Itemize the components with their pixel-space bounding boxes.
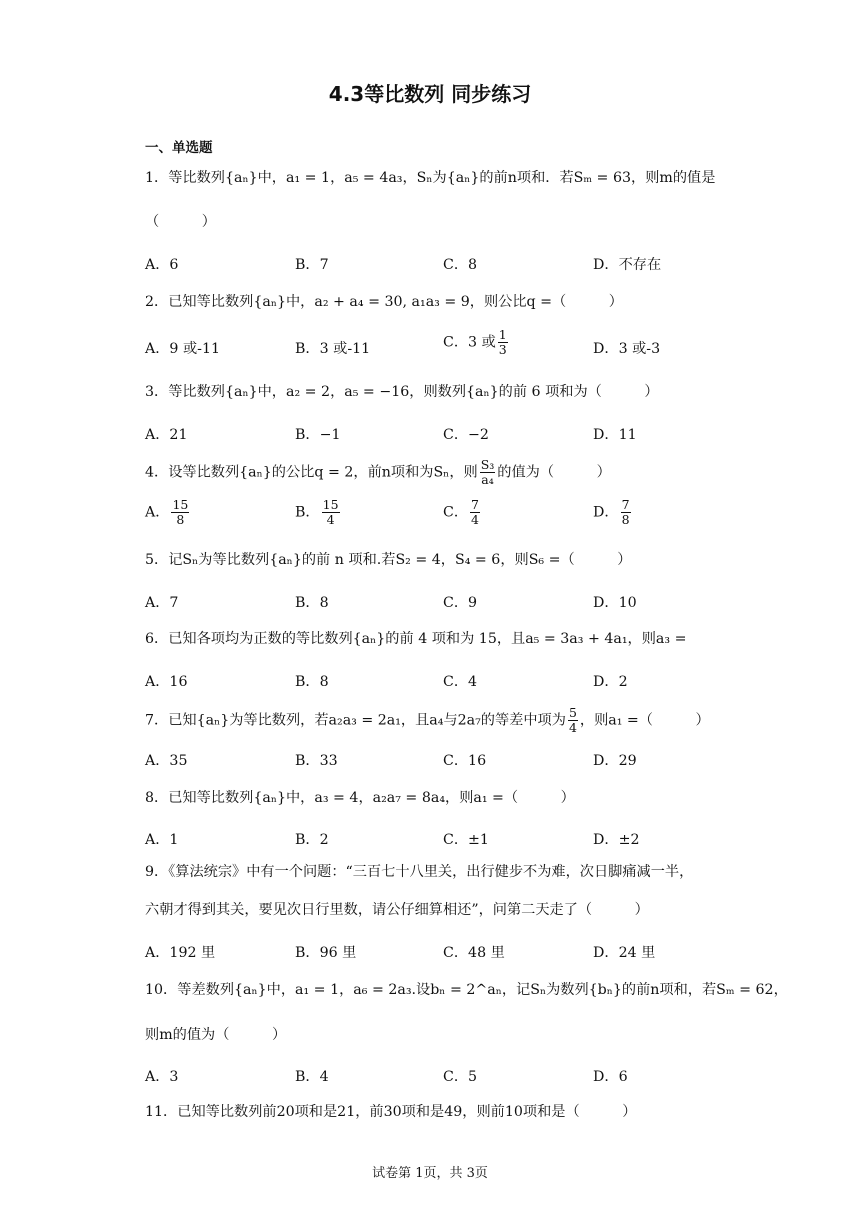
option-c[interactable]: C．16 bbox=[443, 753, 487, 769]
fraction-numerator: 7 bbox=[621, 497, 630, 512]
option-c[interactable]: C．9 bbox=[443, 595, 478, 611]
option-d[interactable]: D．3 或-3 bbox=[593, 341, 661, 357]
question-number: 4． bbox=[145, 464, 169, 481]
question-5 bbox=[145, 550, 631, 570]
option-a[interactable]: A．21 bbox=[145, 427, 188, 443]
fraction bbox=[171, 498, 189, 527]
option-d[interactable] bbox=[593, 498, 633, 527]
fraction-denominator: 3 bbox=[498, 342, 507, 357]
option-d[interactable]: D．6 bbox=[593, 1069, 628, 1085]
question-text: 设等比数列{aₙ}的公比q = 2，前n项和为Sₙ，则 bbox=[168, 464, 478, 481]
question-text: 《算法统宗》中有一个问题：“三百七十八里关，出行健步不为难，次日脚痛减一半， bbox=[168, 864, 694, 880]
fraction bbox=[498, 328, 508, 357]
option-b[interactable]: B．4 bbox=[295, 1069, 329, 1085]
option-a[interactable]: A．6 bbox=[145, 257, 179, 273]
option-d[interactable]: D．±2 bbox=[593, 832, 640, 848]
question-7 bbox=[145, 706, 710, 735]
question-1-options bbox=[145, 254, 785, 278]
question-1-blank: （ ） bbox=[145, 214, 216, 230]
question-6-options bbox=[145, 671, 785, 695]
question-number: 8． bbox=[145, 790, 169, 806]
option-b-label: B． bbox=[295, 504, 320, 521]
question-number: 7． bbox=[145, 712, 169, 729]
option-c[interactable]: C．5 bbox=[443, 1069, 478, 1085]
option-a[interactable]: A．16 bbox=[145, 674, 188, 690]
option-c[interactable]: C．±1 bbox=[443, 832, 489, 848]
option-c-label: C． bbox=[443, 504, 469, 521]
question-number: 1． bbox=[145, 170, 169, 186]
question-number: 6． bbox=[145, 631, 169, 647]
option-d[interactable]: D．11 bbox=[593, 427, 637, 443]
fraction-denominator: 8 bbox=[176, 512, 185, 527]
option-b[interactable]: B．2 bbox=[295, 832, 329, 848]
question-text: 已知等比数列前20项和是21，前30项和是49，则前10项和是（ ） bbox=[177, 1104, 637, 1120]
option-c[interactable]: C．−2 bbox=[443, 427, 489, 443]
question-7-options bbox=[145, 750, 785, 774]
fraction bbox=[568, 706, 578, 735]
question-8 bbox=[145, 788, 575, 808]
fraction bbox=[322, 498, 340, 527]
question-number: 5． bbox=[145, 552, 169, 568]
option-c[interactable] bbox=[443, 498, 482, 527]
option-b[interactable]: B．8 bbox=[295, 674, 329, 690]
question-3 bbox=[145, 382, 659, 402]
option-a-label: A． bbox=[145, 504, 170, 521]
question-number: 9． bbox=[145, 864, 169, 880]
question-text: 记Sₙ为等比数列{aₙ}的前 n 项和.若S₂ = 4，S₄ = 6，则S₆ =（ ） bbox=[168, 552, 632, 568]
option-a[interactable]: A．7 bbox=[145, 595, 179, 611]
question-text: 等比数列{aₙ}中，a₁ = 1，a₅ = 4a₃，Sₙ为{aₙ}的前n项和．若Sₘ = 63，则m的值是 bbox=[168, 170, 716, 186]
option-a[interactable]: A．1 bbox=[145, 832, 179, 848]
question-8-options bbox=[145, 829, 785, 853]
question-9-line-2: 六朝才得到其关，要见次日行里数，请公仔细算相还”，问第二天走了（ ） bbox=[145, 902, 649, 918]
fraction-denominator: 4 bbox=[471, 512, 479, 527]
option-a[interactable]: A．192 里 bbox=[145, 945, 216, 961]
question-number: 11． bbox=[145, 1104, 178, 1120]
question-number: 10． bbox=[145, 982, 178, 998]
question-text: 已知各项均为正数的等比数列{aₙ}的前 4 项和为 15，且a₅ = 3a₃ + 4a₁，则a₃ = bbox=[168, 631, 687, 647]
fraction bbox=[621, 498, 631, 527]
option-c[interactable]: C．48 里 bbox=[443, 945, 505, 961]
option-c-label: C．3 或 bbox=[443, 334, 496, 351]
option-a[interactable]: A．9 或-11 bbox=[145, 341, 221, 357]
fraction-denominator: a₄ bbox=[481, 472, 494, 487]
question-text: 已知{aₙ}为等比数列，若a₂a₃ = 2a₁，且a₄与2a₇的等差中项为 bbox=[168, 712, 566, 729]
question-2-options bbox=[145, 327, 785, 362]
question-2 bbox=[145, 292, 623, 312]
option-b[interactable]: B．7 bbox=[295, 257, 329, 273]
page-title: 4.3等比数列 同步练习 bbox=[328, 82, 532, 106]
fraction bbox=[470, 498, 480, 527]
question-text-tail: ，则a₁ =（ ） bbox=[579, 712, 710, 729]
question-5-options bbox=[145, 592, 785, 616]
option-d-label: D． bbox=[593, 504, 619, 521]
fraction bbox=[480, 458, 496, 487]
question-4 bbox=[145, 458, 611, 487]
question-1 bbox=[145, 168, 715, 188]
question-11 bbox=[145, 1102, 636, 1122]
option-b[interactable] bbox=[295, 498, 342, 527]
question-10-options bbox=[145, 1066, 785, 1090]
fraction-numerator: 7 bbox=[471, 497, 479, 512]
question-text-tail: 的值为（ ） bbox=[497, 464, 611, 481]
question-3-options bbox=[145, 424, 785, 448]
question-number: 2． bbox=[145, 294, 169, 310]
fraction-numerator: 15 bbox=[322, 497, 339, 512]
option-c[interactable]: C．8 bbox=[443, 257, 478, 273]
option-c[interactable]: C．4 bbox=[443, 674, 478, 690]
question-10-line-2: 则m的值为（ ） bbox=[145, 1027, 287, 1043]
question-9 bbox=[145, 862, 693, 882]
question-10 bbox=[145, 980, 788, 1000]
fraction-denominator: 8 bbox=[621, 512, 630, 527]
option-b[interactable]: B．3 或-11 bbox=[295, 341, 371, 357]
fraction-numerator: 1 bbox=[498, 327, 507, 342]
option-a[interactable]: A．3 bbox=[145, 1069, 179, 1085]
option-d[interactable]: D．24 里 bbox=[593, 945, 656, 961]
fraction-numerator: S₃ bbox=[480, 457, 495, 472]
option-d[interactable]: D．29 bbox=[593, 753, 637, 769]
fraction-denominator: 4 bbox=[326, 512, 335, 527]
fraction-numerator: 5 bbox=[568, 705, 577, 720]
question-number: 3． bbox=[145, 384, 169, 400]
page-footer: 试卷第 1页，共 3页 bbox=[372, 1166, 488, 1181]
option-d[interactable]: D．不存在 bbox=[593, 257, 662, 273]
question-text: 等差数列{aₙ}中，a₁ = 1，a₆ = 2a₃.设bₙ = 2^aₙ，记Sₙ为数列{bₙ}的前n项和，若Sₘ = 62， bbox=[177, 982, 788, 998]
option-d[interactable]: D．10 bbox=[593, 595, 637, 611]
option-c[interactable] bbox=[443, 328, 510, 357]
section-heading: 一、单选题 bbox=[145, 140, 213, 156]
question-text: 等比数列{aₙ}中，a₂ = 2，a₅ = −16，则数列{aₙ}的前 6 项和为（ ） bbox=[168, 384, 659, 400]
fraction-denominator: 4 bbox=[568, 720, 577, 735]
fraction-numerator: 15 bbox=[172, 497, 189, 512]
question-4-options bbox=[145, 497, 785, 527]
option-a[interactable] bbox=[145, 498, 191, 527]
question-text: 已知等比数列{aₙ}中，a₂ + a₄ = 30, a₁a₃ = 9，则公比q =（ ） bbox=[168, 294, 623, 310]
question-6 bbox=[145, 629, 686, 649]
option-d[interactable]: D．2 bbox=[593, 674, 628, 690]
option-b[interactable]: B．96 里 bbox=[295, 945, 357, 961]
question-9-options bbox=[145, 942, 785, 966]
option-b[interactable]: B．−1 bbox=[295, 427, 341, 443]
option-b[interactable]: B．33 bbox=[295, 753, 338, 769]
option-b[interactable]: B．8 bbox=[295, 595, 329, 611]
question-text: 已知等比数列{aₙ}中，a₃ = 4，a₂a₇ = 8a₄，则a₁ =（ ） bbox=[168, 790, 575, 806]
option-a[interactable]: A．35 bbox=[145, 753, 188, 769]
